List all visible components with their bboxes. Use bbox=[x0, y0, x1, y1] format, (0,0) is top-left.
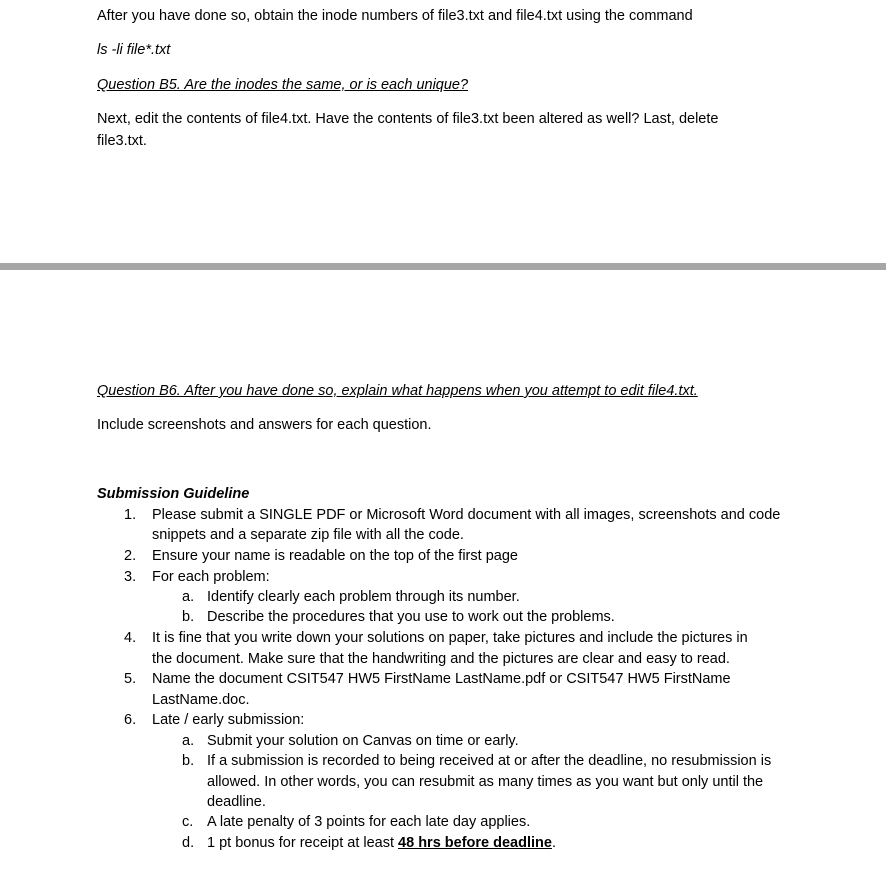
list-item-6d-text bbox=[207, 833, 556, 854]
list-number: 1. bbox=[124, 507, 137, 523]
list-number: 4. bbox=[124, 630, 137, 646]
list-item-1-line-2: snippets and a separate zip file with all the code. bbox=[152, 527, 464, 543]
list-item-5-line-2: LastName.doc. bbox=[152, 692, 250, 708]
list-item-6a-text: Submit your solution on Canvas on time or early. bbox=[207, 733, 519, 749]
list-item-6b-line-1: If a submission is recorded to being received at or after the deadline, no resubmission is bbox=[207, 753, 772, 769]
list-item-6c-text: A late penalty of 3 points for each late day applies. bbox=[207, 814, 531, 830]
command-text: ls -li file*.txt bbox=[97, 42, 171, 58]
sub-letter: b. bbox=[182, 753, 195, 769]
list-item-3a-text: Identify clearly each problem through its number. bbox=[207, 589, 520, 605]
paragraph-edit-line-2: file3.txt. bbox=[97, 133, 147, 149]
include-note: Include screenshots and answers for each question. bbox=[97, 417, 432, 433]
bonus-prefix: 1 pt bonus for receipt at least bbox=[207, 835, 399, 851]
list-item-5-line-1: Name the document CSIT547 HW5 FirstName LastName.pdf or CSIT547 HW5 FirstName bbox=[152, 671, 731, 687]
bonus-deadline-emphasis: 48 hrs before deadline bbox=[398, 835, 552, 851]
bonus-suffix: . bbox=[551, 835, 556, 851]
question-b5: Question B5. Are the inodes the same, or is each unique? bbox=[97, 77, 469, 93]
list-item-4-line-1: It is fine that you write down your solutions on paper, take pictures and include the pictures in bbox=[152, 630, 748, 646]
paragraph-inode-instructions: After you have done so, obtain the inode numbers of file3.txt and file4.txt using the command bbox=[97, 8, 693, 24]
list-item-6b-line-2: allowed. In other words, you can resubmit as many times as you want but only until the bbox=[207, 774, 764, 790]
list-item-4-line-2: the document. Make sure that the handwriting and the pictures are clear and easy to read. bbox=[152, 651, 730, 667]
list-item-1-line-1: Please submit a SINGLE PDF or Microsoft Word document with all images, screenshots and code bbox=[152, 507, 781, 523]
list-number: 2. bbox=[124, 548, 137, 564]
sub-letter: c. bbox=[182, 814, 194, 830]
list-number: 3. bbox=[124, 569, 137, 585]
list-number: 5. bbox=[124, 671, 137, 687]
guideline-heading: Submission Guideline bbox=[97, 486, 250, 502]
list-item-3-line-1: For each problem: bbox=[152, 569, 270, 585]
sub-letter: a. bbox=[182, 589, 195, 605]
sub-letter: b. bbox=[182, 609, 195, 625]
list-item-3b-text: Describe the procedures that you use to work out the problems. bbox=[207, 609, 615, 625]
page-break-divider bbox=[0, 263, 886, 270]
question-b6: Question B6. After you have done so, explain what happens when you attempt to edit file4.txt. bbox=[97, 383, 698, 399]
sub-letter: d. bbox=[182, 835, 195, 851]
list-number: 6. bbox=[124, 712, 137, 728]
list-item-2-line-1: Ensure your name is readable on the top of the first page bbox=[152, 548, 518, 564]
list-item-6-line-1: Late / early submission: bbox=[152, 712, 305, 728]
paragraph-edit-line-1: Next, edit the contents of file4.txt. Have the contents of file3.txt been altered as well? Last, delete bbox=[97, 111, 719, 127]
list-item-6b-line-3: deadline. bbox=[207, 794, 266, 810]
sub-letter: a. bbox=[182, 733, 195, 749]
